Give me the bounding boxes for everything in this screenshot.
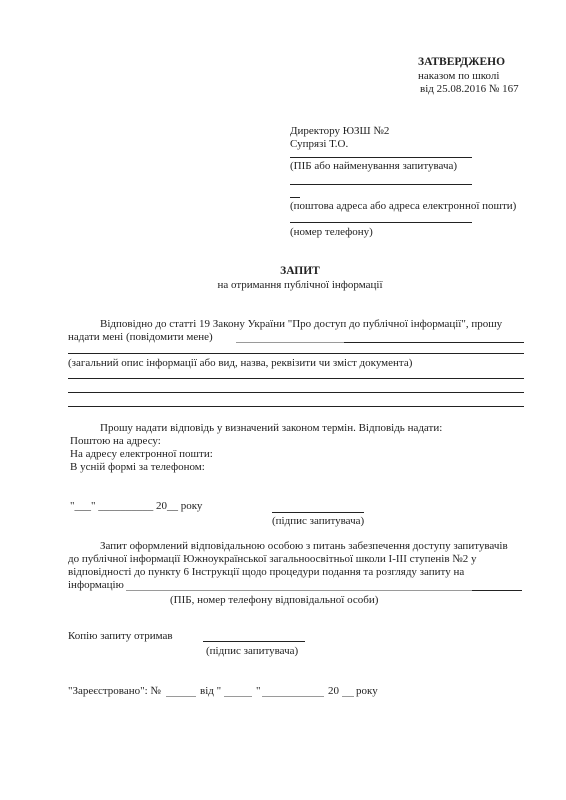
registered-from-label: від "	[200, 685, 222, 697]
responsible-person-caption: (ПІБ, номер телефону відповідальної особи)	[170, 594, 379, 606]
addressee-line-2: Супрязі Т.О.	[290, 138, 349, 150]
responsible-person-field[interactable]	[472, 590, 522, 591]
requester-name-field[interactable]	[290, 157, 472, 158]
registration-year-field[interactable]	[342, 696, 354, 697]
requester-signature-field[interactable]	[272, 512, 364, 513]
approval-date-line: від 25.08.2016 № 167	[420, 83, 519, 95]
option-by-post[interactable]: Поштою на адресу:	[70, 435, 161, 447]
law-reference-text: Відповідно до статті 19 Закону України "Про доступ до публічної інформації", прошу	[100, 318, 503, 330]
request-info-field-5[interactable]	[68, 406, 524, 407]
responsible-person-field-light[interactable]	[126, 590, 472, 591]
registration-day-field[interactable]	[224, 696, 252, 697]
request-title: ЗАПИТ	[280, 265, 320, 277]
requester-signature-caption: (підпис запитувача)	[272, 515, 365, 527]
request-info-field-4[interactable]	[68, 392, 524, 393]
request-intro-text: надати мені (повідомити мене)	[68, 331, 213, 343]
response-term-text: Прошу надати відповідь у визначений законом термін. Відповідь надати:	[100, 422, 443, 434]
registered-label: "Зареєстровано": №	[68, 685, 161, 697]
registration-text-4: інформацію	[68, 579, 124, 591]
registration-month-field[interactable]	[262, 696, 324, 697]
request-info-field-1[interactable]	[344, 342, 524, 343]
copy-received-label: Копію запиту отримав	[68, 630, 173, 642]
request-subtitle: на отримання публічної інформації	[217, 279, 383, 291]
signature-date: "___" __________ 20__ року	[70, 500, 203, 512]
requester-phone-caption: (номер телефону)	[290, 226, 373, 238]
registered-year-suffix: року	[356, 685, 378, 697]
approval-order-line: наказом по школі	[418, 70, 500, 82]
registered-year: 20	[328, 685, 339, 697]
requester-name-caption: (ПІБ або найменування запитувача)	[290, 160, 458, 172]
request-info-caption: (загальний опис інформації або вид, назва, реквізити чи зміст документа)	[68, 357, 413, 369]
option-by-phone[interactable]: В усній формі за телефоном:	[70, 461, 205, 473]
approval-title: ЗАТВЕРДЖЕНО	[418, 56, 506, 68]
registered-quote: "	[256, 685, 261, 697]
registration-text-1: Запит оформлений відповідальною особою з питань забезпечення доступу запитувачів	[100, 540, 508, 552]
copy-signature-field[interactable]	[203, 641, 305, 642]
requester-phone-field[interactable]	[290, 222, 472, 223]
addressee-line-1: Директору ЮЗШ №2	[290, 125, 390, 137]
option-by-email[interactable]: На адресу електронної пошти:	[70, 448, 213, 460]
registration-text-3: відповідності до пункту 6 Інструкції щодо процедури подання та розгляду запиту на	[68, 566, 465, 578]
registration-text-2: до публічної інформації Южноукраїнської загальноосвітньої школи І-ІІІ ступенів №2 у	[68, 553, 477, 565]
requester-address-caption: (поштова адреса або адреса електронної пошти)	[290, 200, 517, 212]
copy-signature-caption: (підпис запитувача)	[206, 645, 299, 657]
requester-address-field-1[interactable]	[290, 184, 472, 185]
registration-number-field[interactable]	[166, 696, 196, 697]
requester-address-field-2[interactable]	[290, 197, 300, 198]
request-info-field-3[interactable]	[68, 378, 524, 379]
request-info-field-2[interactable]	[68, 353, 524, 354]
request-info-field-light[interactable]	[236, 342, 344, 343]
